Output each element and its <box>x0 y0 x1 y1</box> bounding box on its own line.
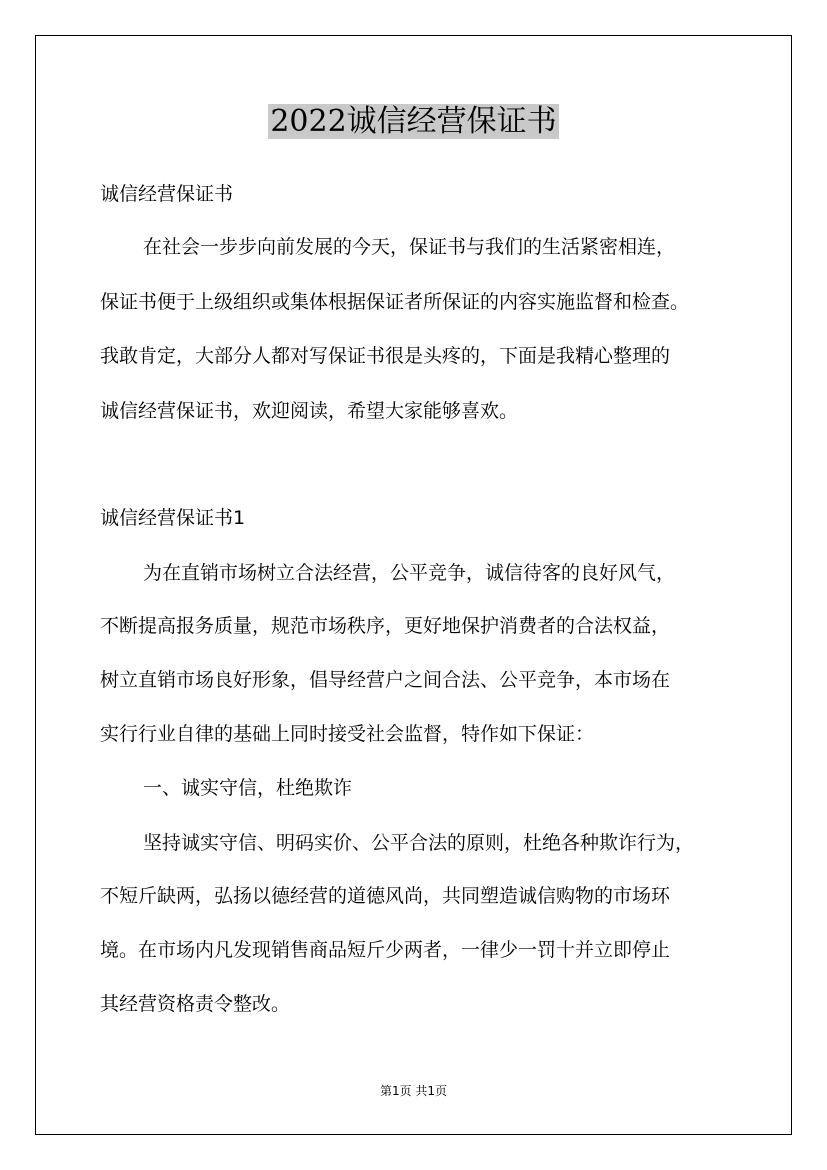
page-footer: 第1页 共1页 <box>379 1084 448 1098</box>
paragraph-line: 树立直销市场良好形象，倡导经营户之间合法、公平竞争，本市场在 <box>100 669 671 691</box>
paragraph-line: 不断提高报务质量，规范市场秩序，更好地保护消费者的合法权益， <box>100 615 671 637</box>
paragraph-line: 其经营资格责令整改。 <box>100 993 291 1015</box>
paragraph-line: 保证书便于上级组织或集体根据保证者所保证的内容实施监督和检查。 <box>100 291 690 313</box>
paragraph-line: 境。在市场内凡发现销售商品短斤少两者，一律少一罚十并立即停止 <box>100 939 671 961</box>
paragraph-line: 坚持诚实守信、明码实价、公平合法的原则，杜绝各种欺诈行为， <box>143 832 695 854</box>
heading-line: 诚信经营保证书 <box>100 183 234 205</box>
paragraph-line: 我敢肯定，大部分人都对写保证书很是头疼的，下面是我精心整理的 <box>100 345 671 367</box>
paragraph-line: 在社会一步步向前发展的今天，保证书与我们的生活紧密相连， <box>143 236 676 258</box>
section-heading: 一、诚实守信，杜绝欺诈 <box>143 777 353 799</box>
heading-line: 诚信经营保证书1 <box>100 507 246 529</box>
title-text: 2022诚信经营保证书 <box>270 104 557 139</box>
paragraph-line: 不短斤缺两，弘扬以德经营的道德风尚，共同塑造诚信购物的市场环 <box>100 885 671 907</box>
paragraph-line: 为在直销市场树立合法经营，公平竞争，诚信待客的良好风气， <box>143 562 676 584</box>
paragraph-line: 诚信经营保证书，欢迎阅读，希望大家能够喜欢。 <box>100 400 519 422</box>
document-title <box>0 100 827 144</box>
paragraph-line: 实行行业自律的基础上同时接受社会监督，特作如下保证： <box>100 723 595 745</box>
